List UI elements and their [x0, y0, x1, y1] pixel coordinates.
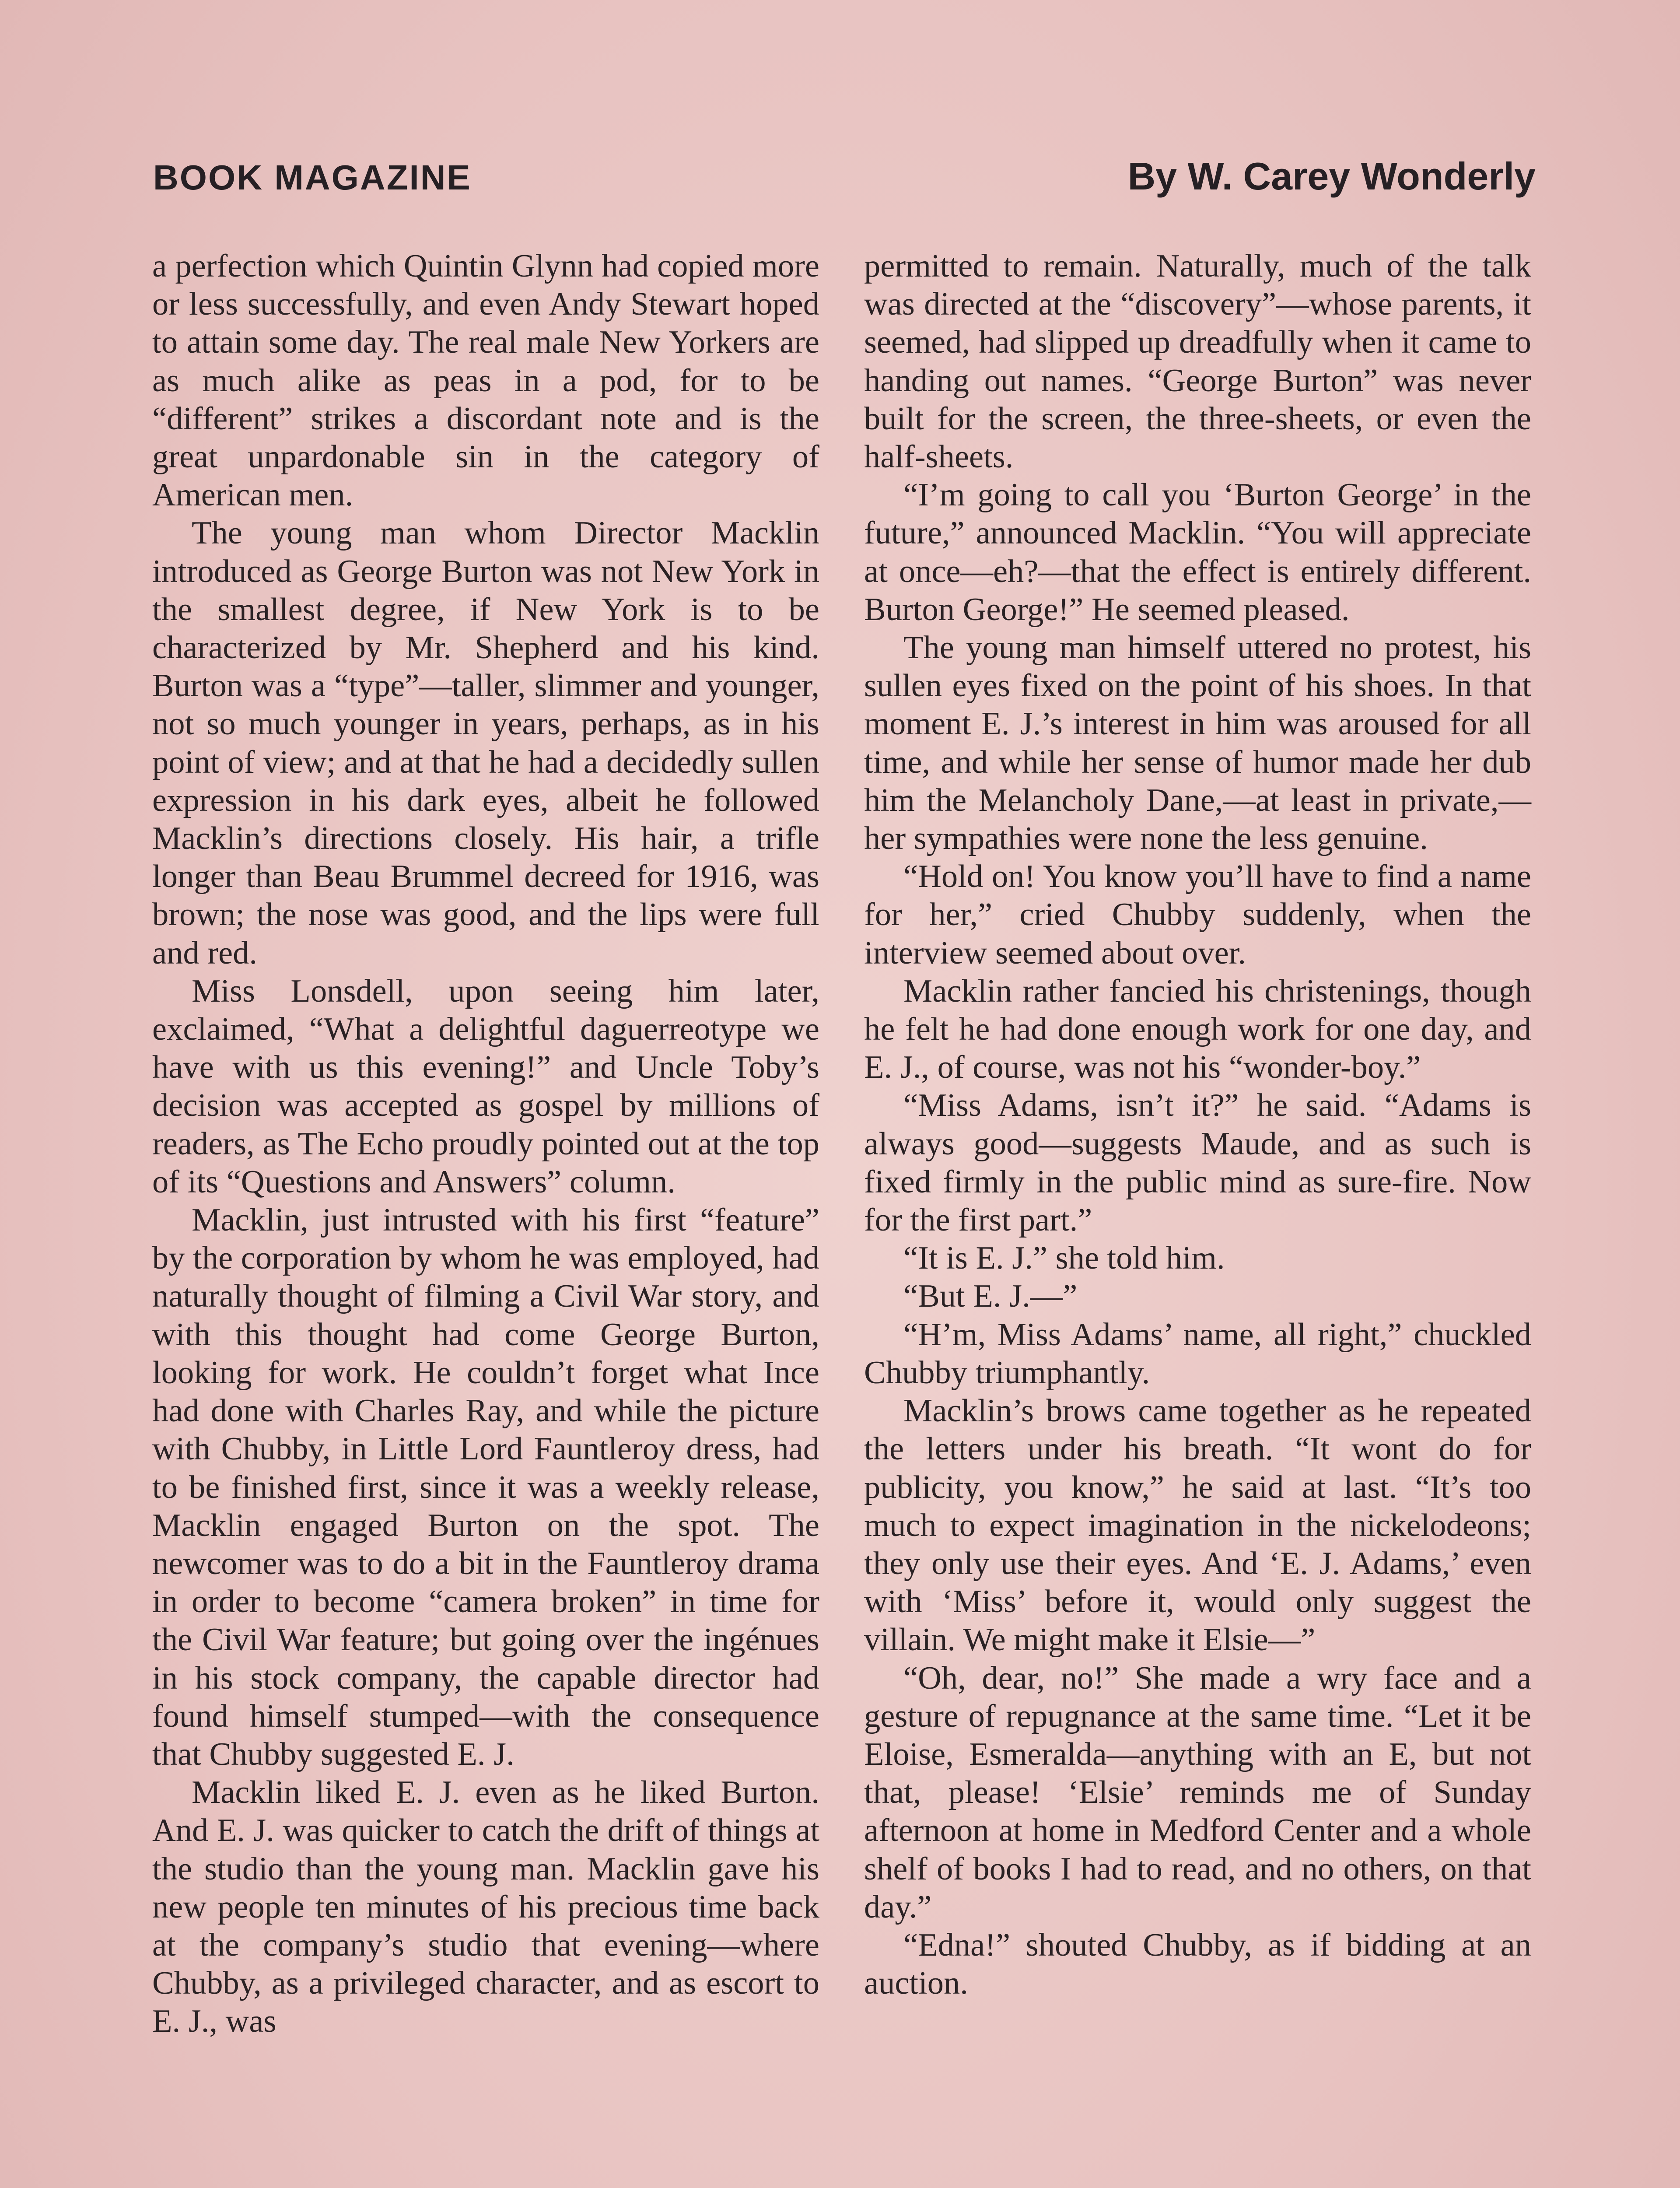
- paragraph: permitted to remain. Naturally, much of the talk was directed at the “discovery”—whose parents, it seemed, had slipped up dreadfully when it came to handing out names. “George Burton” was never built for the screen, the three-sheets, or even the half-sheets.: [864, 248, 1531, 475]
- paragraph: Macklin’s brows came together as he repeated the letters under his breath. “It wont do for publicity, you know,” he said at last. “It’s too much to expect imagination in the nickelodeons; they only use their eyes. And ‘E. J. Adams,’ even with ‘Miss’ before it, would only suggest the villain. We might make it Elsie—”: [864, 1393, 1531, 1658]
- paragraph: “Hold on! You know you’ll have to find a name for her,” cried Chubby suddenly, when the interview seemed about over.: [864, 859, 1531, 971]
- paragraph: Macklin liked E. J. even as he liked Burton. And E. J. was quicker to catch the drift of things at the studio than the young man. Macklin gave his new people ten minutes of his precious time back at the company’s studio that evening—where Chubby, as a privileged character, and as escort to E. J., was: [152, 1774, 819, 2040]
- paragraph: Macklin rather fancied his christenings, though he felt he had done enough work for one day, and E. J., of course, was not his “wonder-boy.”: [864, 973, 1531, 1086]
- paragraph: The young man whom Director Macklin introduced as George Burton was not New York in the smallest degree, if New York is to be characterized by Mr. Shepherd and his kind. Burton was a “type”—taller, slimmer and younger, not so much younger in years, perhaps, as in his point of view; and at that he had a decidedly sullen expression in his dark eyes, albeit he followed Macklin’s directions closely. His hair, a trifle longer than Beau Brummel decreed for 1916, was brown; the nose was good, and the lips were full and red.: [152, 515, 819, 971]
- paragraph: “H’m, Miss Adams’ name, all right,” chuckled Chubby triumphantly.: [864, 1316, 1531, 1391]
- running-header: [153, 154, 1536, 199]
- paragraph: “I’m going to call you ‘Burton George’ in the future,” announced Macklin. “You will appreciate at once—eh?—that the effect is entirely different. Burton George!” He seemed pleased.: [864, 477, 1531, 628]
- paragraph: “But E. J.—”: [903, 1278, 1078, 1315]
- left-column: [152, 247, 819, 2041]
- author-byline: By W. Carey Wonderly: [1127, 154, 1536, 198]
- magazine-title: BOOK MAGAZINE: [153, 158, 472, 197]
- paragraph: Miss Lonsdell, upon seeing him later, exclaimed, “What a delightful daguerreotype we have with us this evening!” and Uncle Toby’s decision was accepted as gospel by millions of readers, as The Echo proudly pointed out at the top of its “Questions and Answers” column.: [152, 973, 819, 1200]
- paragraph: “Miss Adams, isn’t it?” he said. “Adams is always good—suggests Maude, and as such is fixed firmly in the public mind as sure-fire. Now for the first part.”: [864, 1087, 1531, 1238]
- right-column: [864, 247, 1531, 2002]
- paragraph: Macklin, just intrusted with his first “feature” by the corporation by whom he was employed, had naturally thought of filming a Civil War story, and with this thought had come George Burton, looking for work. He couldn’t forget what Ince had done with Charles Ray, and while the picture with Chubby, in Little Lord Fauntleroy dress, had to be finished first, since it was a weekly release, Macklin engaged Burton on the spot. The newcomer was to do a bit in the Fauntleroy drama in order to become “camera broken” in time for the Civil War feature; but going over the ingénues in his stock company, the capable director had found himself stumped—with the consequence that Chubby suggested E. J.: [152, 1202, 819, 1772]
- paragraph: “Edna!” shouted Chubby, as if bidding at an auction.: [864, 1927, 1531, 2002]
- paragraph: a perfection which Quintin Glynn had copied more or less successfully, and even Andy Stewart hoped to attain some day. The real male New Yorkers are as much alike as peas in a pod, for to be “different” strikes a discordant note and is the great unpardonable sin in the category of American men.: [152, 248, 819, 513]
- paragraph: “It is E. J.” she told him.: [903, 1240, 1225, 1276]
- paragraph: The young man himself uttered no protest, his sullen eyes fixed on the point of his shoes. In that moment E. J.’s interest in him was aroused for all time, and while her sense of humor made her dub him the Melancholy Dane,—at least in private,—her sympathies were none the less genuine.: [864, 630, 1531, 857]
- paragraph: “Oh, dear, no!” She made a wry face and a gesture of repugnance at the same time. “Let it be Eloise, Esmeralda—anything with an E, but not that, please! ‘Elsie’ reminds me of Sunday afternoon at home in Medford Center and a whole shelf of books I had to read, and no others, on that day.”: [864, 1660, 1531, 1925]
